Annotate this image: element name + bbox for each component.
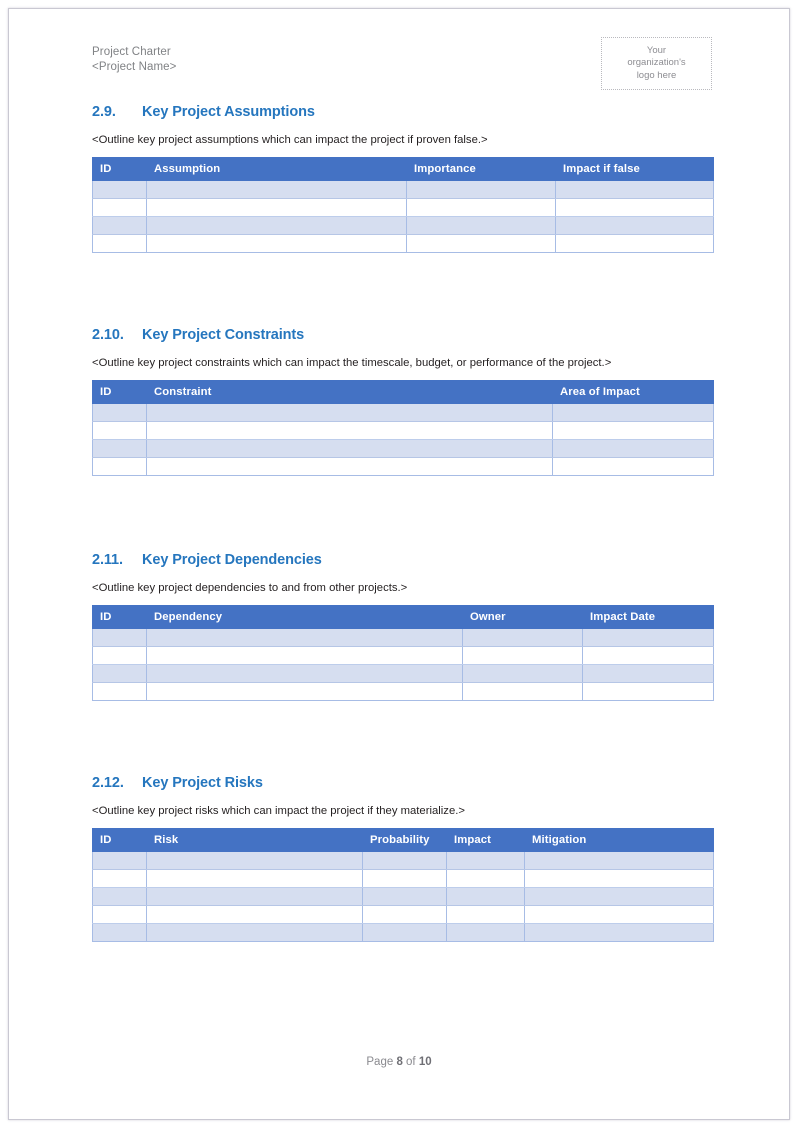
table-row[interactable] [93, 852, 714, 870]
table-cell[interactable] [556, 181, 714, 199]
column-header: Constraint [147, 381, 553, 404]
column-header: ID [93, 158, 147, 181]
table-row[interactable] [93, 235, 714, 253]
column-header: Risk [147, 829, 363, 852]
table-cell[interactable] [463, 683, 583, 701]
header-project-name: <Project Name> [92, 61, 177, 73]
table-cell[interactable] [93, 906, 147, 924]
footer-page-prefix: Page [366, 1056, 397, 1068]
table-cell[interactable] [93, 888, 147, 906]
table-cell[interactable] [147, 888, 363, 906]
section-description: <Outline key project constraints which can impact the timescale, budget, or performance of the project.> [92, 357, 612, 369]
table-row[interactable] [93, 870, 714, 888]
table-cell[interactable] [363, 870, 447, 888]
table-cell[interactable] [93, 647, 147, 665]
table-cell[interactable] [553, 440, 714, 458]
table-row[interactable] [93, 683, 714, 701]
table-cell[interactable] [147, 404, 553, 422]
table-cell[interactable] [93, 458, 147, 476]
organization-logo-placeholder [601, 37, 712, 90]
footer-current-page: 8 [396, 1056, 403, 1068]
footer-page-middle: of [402, 1056, 419, 1068]
table-row[interactable] [93, 422, 714, 440]
table-cell[interactable] [147, 870, 363, 888]
table-cell[interactable] [556, 199, 714, 217]
section-description: <Outline key project assumptions which can impact the project if proven false.> [92, 134, 488, 146]
table-cell[interactable] [147, 924, 363, 942]
table-cell[interactable] [463, 647, 583, 665]
table-cell[interactable] [93, 683, 147, 701]
table-header-row [93, 606, 714, 629]
table-cell[interactable] [407, 217, 556, 235]
logo-placeholder-line-3: logo here [636, 69, 677, 81]
column-header: Mitigation [525, 829, 714, 852]
table-cell[interactable] [447, 870, 525, 888]
table-cell[interactable] [447, 906, 525, 924]
column-header: Owner [463, 606, 583, 629]
column-header: Impact [447, 829, 525, 852]
section-number: 2.9. [92, 104, 116, 120]
table-cell[interactable] [93, 665, 147, 683]
table-cell[interactable] [553, 458, 714, 476]
section-210 [92, 327, 713, 476]
section-heading [92, 327, 713, 343]
section-number: 2.11. [92, 552, 123, 568]
table-cell[interactable] [525, 888, 714, 906]
table-row[interactable] [93, 665, 714, 683]
table-cell[interactable] [93, 199, 147, 217]
column-header: Impact Date [583, 606, 714, 629]
table-cell[interactable] [147, 235, 407, 253]
section-title: Key Project Dependencies [142, 552, 322, 568]
footer-total-pages: 10 [418, 1056, 432, 1068]
section-title: Key Project Constraints [142, 327, 305, 343]
section-title: Key Project Risks [142, 775, 263, 791]
table-cell[interactable] [363, 924, 447, 942]
table-row[interactable] [93, 440, 714, 458]
table-cell[interactable] [93, 924, 147, 942]
section-number: 2.10. [92, 327, 124, 343]
column-header: ID [93, 606, 147, 629]
table-cell[interactable] [147, 647, 463, 665]
table-cell[interactable] [93, 404, 147, 422]
table-row[interactable] [93, 629, 714, 647]
table-cell[interactable] [525, 924, 714, 942]
table-cell[interactable] [525, 906, 714, 924]
table-cell[interactable] [147, 852, 363, 870]
table-row[interactable] [93, 217, 714, 235]
table-cell[interactable] [583, 665, 714, 683]
table-cell[interactable] [583, 683, 714, 701]
document-header [92, 45, 712, 103]
table-cell[interactable] [147, 181, 407, 199]
table-cell[interactable] [363, 888, 447, 906]
table-cell[interactable] [407, 181, 556, 199]
section-heading [92, 104, 713, 120]
column-header: Probability [363, 829, 447, 852]
table-cell[interactable] [525, 870, 714, 888]
table-row[interactable] [93, 404, 714, 422]
logo-placeholder-line-2: organization's [627, 57, 686, 69]
section-29 [92, 104, 713, 253]
table-cell[interactable] [147, 665, 463, 683]
table-29 [92, 157, 714, 253]
table-212 [92, 828, 714, 942]
section-211 [92, 552, 713, 701]
table-cell[interactable] [407, 199, 556, 217]
table-cell[interactable] [447, 924, 525, 942]
table-row[interactable] [93, 924, 714, 942]
table-cell[interactable] [147, 422, 553, 440]
table-cell[interactable] [93, 181, 147, 199]
table-row[interactable] [93, 647, 714, 665]
table-cell[interactable] [447, 888, 525, 906]
table-cell[interactable] [463, 665, 583, 683]
table-header-row [93, 829, 714, 852]
table-cell[interactable] [525, 852, 714, 870]
table-row[interactable] [93, 181, 714, 199]
column-header: Impact if false [556, 158, 714, 181]
column-header: Assumption [147, 158, 407, 181]
table-cell[interactable] [93, 235, 147, 253]
column-header: ID [93, 381, 147, 404]
table-cell[interactable] [147, 458, 553, 476]
header-document-title: Project Charter [92, 46, 171, 58]
column-header: Dependency [147, 606, 463, 629]
table-211 [92, 605, 714, 701]
table-cell[interactable] [93, 629, 147, 647]
table-cell[interactable] [93, 217, 147, 235]
table-cell[interactable] [147, 217, 407, 235]
table-cell[interactable] [556, 235, 714, 253]
table-row[interactable] [93, 888, 714, 906]
column-header: Area of Impact [553, 381, 714, 404]
section-number: 2.12. [92, 775, 124, 791]
table-cell[interactable] [147, 683, 463, 701]
table-row[interactable] [93, 906, 714, 924]
table-cell[interactable] [93, 870, 147, 888]
table-header-row [93, 381, 714, 404]
table-cell[interactable] [363, 852, 447, 870]
section-description: <Outline key project risks which can impact the project if they materialize.> [92, 805, 465, 817]
section-212 [92, 775, 713, 942]
table-cell[interactable] [556, 217, 714, 235]
section-heading [92, 775, 713, 791]
header-title-block [92, 45, 177, 75]
table-cell[interactable] [147, 440, 553, 458]
table-cell[interactable] [147, 199, 407, 217]
logo-placeholder-line-1: Your [646, 44, 667, 56]
table-cell[interactable] [93, 440, 147, 458]
table-cell[interactable] [553, 422, 714, 440]
table-210 [92, 380, 714, 476]
table-cell[interactable] [583, 629, 714, 647]
table-cell[interactable] [363, 906, 447, 924]
column-header: Importance [407, 158, 556, 181]
table-cell[interactable] [447, 852, 525, 870]
section-title: Key Project Assumptions [142, 104, 315, 120]
column-header: ID [93, 829, 147, 852]
table-cell[interactable] [583, 647, 714, 665]
table-header-row [93, 158, 714, 181]
page-footer [9, 1056, 789, 1068]
section-heading [92, 552, 713, 568]
table-cell[interactable] [147, 629, 463, 647]
table-cell[interactable] [93, 852, 147, 870]
table-cell[interactable] [407, 235, 556, 253]
section-description: <Outline key project dependencies to and from other projects.> [92, 582, 408, 594]
table-cell[interactable] [147, 906, 363, 924]
table-row[interactable] [93, 199, 714, 217]
document-page [8, 8, 790, 1120]
table-cell[interactable] [93, 422, 147, 440]
table-cell[interactable] [553, 404, 714, 422]
table-row[interactable] [93, 458, 714, 476]
table-cell[interactable] [463, 629, 583, 647]
